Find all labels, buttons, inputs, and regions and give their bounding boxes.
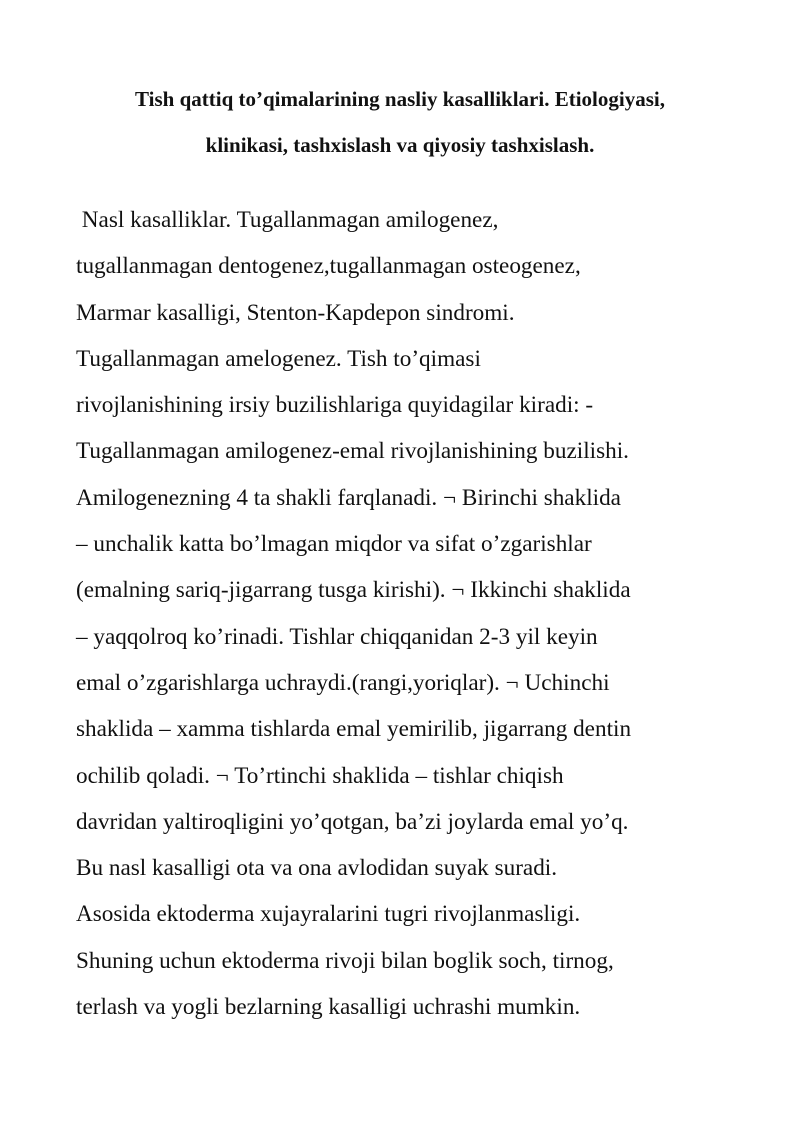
body-line: terlash va yogli bezlarning kasalligi uchrashi mumkin.	[76, 994, 581, 1021]
body-line: davridan yaltiroqligini yo’qotgan, ba’zi joylarda emal yo’q.	[76, 808, 629, 835]
body-line: rivojlanishining irsiy buzilishlariga quyidagilar kiradi: -	[76, 392, 594, 419]
title-line: klinikasi, tashxislash va qiyosiy tashxislash.	[205, 133, 595, 157]
body-line: (emalning sariq-jigarrang tusga kirishi). ¬ Ikkinchi shaklida	[76, 577, 631, 604]
body-line: – yaqqolroq ko’rinadi. Tishlar chiqqanidan 2-3 yil keyin	[76, 623, 598, 650]
document-title	[76, 76, 724, 168]
body-line: Amilogenezning 4 ta shakli farqlanadi. ¬ Birinchi shaklida	[76, 484, 621, 511]
body-line: Bu nasl kasalligi ota va ona avlodidan suyak suradi.	[76, 855, 558, 882]
body-line: tugallanmagan dentogenez,tugallanmagan osteogenez,	[76, 253, 581, 280]
body-line: Marmar kasalligi, Stenton-Kapdepon sindromi.	[76, 299, 515, 326]
body-line: Asosida ektoderma xujayralarini tugri rivojlanmasligi.	[76, 901, 581, 928]
body-line: Nasl kasalliklar. Tugallanmagan amilogenez,	[76, 207, 499, 233]
body-line: ochilib qoladi. ¬ To’rtinchi shaklida – tishlar chiqish	[76, 762, 564, 789]
body-line: Shuning uchun ektoderma rivoji bilan boglik soch, tirnog,	[76, 947, 614, 974]
document-body	[76, 197, 736, 1030]
title-line: Tish qattiq to’qimalarining nasliy kasalliklari. Etiologiyasi,	[135, 87, 665, 111]
body-line: Tugallanmagan amilogenez-emal rivojlanishining buzilishi.	[76, 438, 629, 465]
body-line: shaklida – xamma tishlarda emal yemirilib, jigarrang dentin	[76, 716, 632, 743]
body-line: Tugallanmagan amelogenez. Tish to’qimasi	[76, 345, 481, 372]
body-line: emal o’zgarishlarga uchraydi.(rangi,yoriqlar). ¬ Uchinchi	[76, 669, 610, 696]
body-line: – unchalik katta bo’lmagan miqdor va sifat o’zgarishlar	[76, 531, 592, 558]
